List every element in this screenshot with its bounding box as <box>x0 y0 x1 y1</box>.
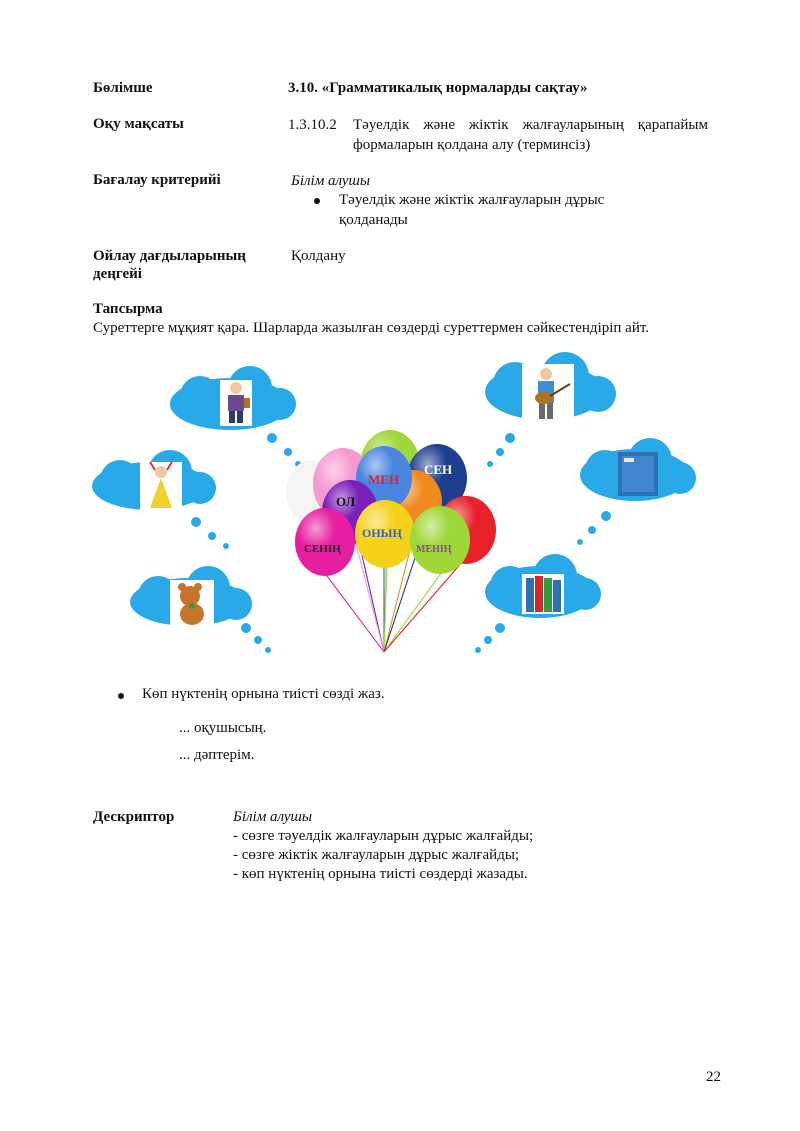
exercise-line-1: ... оқушысың. <box>179 720 267 736</box>
balloon-label-sen: СЕН <box>424 462 453 477</box>
exercise-line-2: ... дәптерім. <box>179 747 255 763</box>
descriptor-item: - сөзге жіктік жалғауларын дұрыс жалғайды; <box>233 847 520 863</box>
goal-line-1: Тәуелдік және жіктік жалғауларының қарапайым <box>353 117 708 133</box>
bear-picture <box>170 580 214 630</box>
goal-line-2: формаларын қолдана алу (терминсіз) <box>353 137 591 153</box>
section-value: 3.10. «Грамматикалық нормаларды сақтау» <box>288 80 588 96</box>
balloon-label-onyn: ОНЫҢ <box>362 526 402 540</box>
balloon-lime-front <box>410 506 470 574</box>
descriptor-who: Білім алушы <box>233 809 313 825</box>
balloons-illustration <box>0 350 800 680</box>
criteria-who: Білім алушы <box>291 173 371 189</box>
thinking-value: Қолдану <box>291 248 346 264</box>
goal-code: 1.3.10.2 <box>288 117 337 133</box>
notebook-picture <box>618 452 658 496</box>
balloon-label-men: МЕН <box>368 472 400 487</box>
task-title: Тапсырма <box>93 301 163 317</box>
goal-label: Оқу мақсаты <box>93 116 184 132</box>
balloon-label-ol: ОЛ <box>336 494 356 509</box>
exercise-instruction: Көп нүктенің орнына тиісті сөзді жаз. <box>142 686 385 702</box>
girl-picture <box>140 462 182 512</box>
descriptor-item: - сөзге тәуелдік жалғауларын дұрыс жалғайды; <box>233 828 534 844</box>
thinking-label-line-2: деңгейі <box>93 266 142 282</box>
criteria-label: Бағалау критерийі <box>93 172 221 188</box>
thinking-label-line-1: Ойлау дағдыларының <box>93 248 246 264</box>
criteria-item-line-2: қолданады <box>339 212 408 228</box>
page-number: 22 <box>706 1069 721 1085</box>
books-picture <box>522 574 564 614</box>
bullet-icon <box>118 693 124 699</box>
balloon-label-menin: МЕНІҢ <box>416 544 452 555</box>
balloon-label-senin: СЕНІҢ <box>304 543 341 555</box>
descriptor-label: Дескриптор <box>93 809 175 825</box>
schoolboy-picture <box>220 380 252 426</box>
bullet-icon <box>314 198 320 204</box>
criteria-item-line-1: Тәуелдік және жіктік жалғауларын дұрыс <box>339 192 605 208</box>
task-instruction: Суреттерге мұқият қара. Шарларда жазылған сөздерді суреттермен сәйкестендіріп айт. <box>93 320 650 336</box>
descriptor-item: - көп нүктенің орнына тиісті сөздерді жазады. <box>233 866 528 882</box>
balloon-magenta <box>295 508 355 576</box>
guitarist-picture <box>522 364 574 424</box>
section-label: Бөлімше <box>93 80 153 96</box>
